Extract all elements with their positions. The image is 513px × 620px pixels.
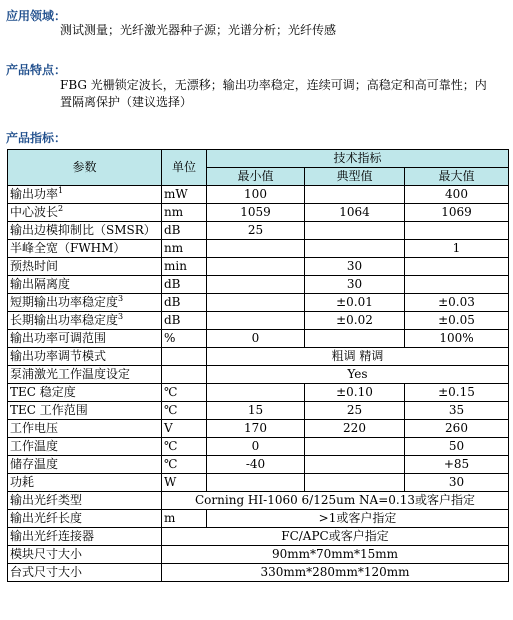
- table-row: [8, 510, 509, 528]
- typ-value: 1064: [305, 204, 405, 222]
- typ-value: [305, 186, 405, 204]
- table-row: [8, 204, 509, 222]
- min-value: [207, 258, 305, 276]
- table-row: [8, 366, 509, 384]
- param-name: [8, 384, 162, 402]
- min-value: 0: [207, 330, 305, 348]
- min-value: [207, 240, 305, 258]
- param-name: [8, 186, 162, 204]
- min-value: 170: [207, 420, 305, 438]
- max-value: [405, 222, 509, 240]
- param-name-text: 输出功率调节模式: [10, 349, 107, 363]
- typ-value: [305, 474, 405, 492]
- min-value: [207, 312, 305, 330]
- typ-value: ±0.10: [305, 384, 405, 402]
- unit-cell: mW: [162, 186, 207, 204]
- table-row: [8, 546, 509, 564]
- application-text: 测试测量；光纤激光器种子源；光谱分析；光纤传感: [60, 23, 337, 37]
- spec-value: FC/APC或客户指定: [162, 528, 509, 546]
- unit-cell: nm: [162, 204, 207, 222]
- typ-value: 220: [305, 420, 405, 438]
- max-value: 35: [405, 402, 509, 420]
- unit-cell: %: [162, 330, 207, 348]
- table-row: [8, 294, 509, 312]
- param-name-text: 台式尺寸大小: [10, 565, 83, 579]
- header-min: 最小值: [207, 168, 305, 186]
- min-value: 25: [207, 222, 305, 240]
- table-row: [8, 420, 509, 438]
- param-name-text: 短期输出功率稳定度: [10, 295, 119, 309]
- param-name: [8, 312, 162, 330]
- features-text-line2: 置隔离保护（建议选择）: [60, 95, 193, 109]
- header-max: 最大值: [405, 168, 509, 186]
- param-name: [8, 330, 162, 348]
- header-param: 参数: [8, 150, 162, 186]
- unit-cell: ℃: [162, 402, 207, 420]
- typ-value: [305, 330, 405, 348]
- param-name: [8, 564, 162, 582]
- typ-value: [305, 222, 405, 240]
- spec-value: 粗调 精调: [207, 348, 509, 366]
- max-value: ±0.03: [405, 294, 509, 312]
- typ-value: [305, 456, 405, 474]
- typ-value: 30: [305, 276, 405, 294]
- param-name-text: 功耗: [10, 475, 35, 489]
- param-name: [8, 546, 162, 564]
- param-name-text: 输出边模抑制比（SMSR）: [10, 223, 156, 237]
- param-name: [8, 474, 162, 492]
- min-value: 1059: [207, 204, 305, 222]
- param-name: [8, 492, 162, 510]
- table-row: [8, 456, 509, 474]
- footnote-marker: 1: [58, 186, 64, 195]
- param-name: [8, 420, 162, 438]
- specs-title: 产品指标：: [6, 131, 67, 145]
- table-row: [8, 402, 509, 420]
- max-value: 50: [405, 438, 509, 456]
- param-name-text: 储存温度: [10, 457, 59, 471]
- table-row: [8, 240, 509, 258]
- param-name-text: 半峰全宽（FWHM）: [10, 241, 126, 255]
- param-name-text: 长期输出功率稳定度: [10, 313, 119, 327]
- param-name-text: 模块尺寸大小: [10, 547, 83, 561]
- footnote-marker: 2: [58, 204, 64, 213]
- param-name-text: 中心波长: [10, 205, 59, 219]
- table-row: [8, 564, 509, 582]
- header-tech: 技术指标: [207, 150, 509, 168]
- footnote-marker: 3: [118, 312, 124, 321]
- spec-value: 90mm*70mm*15mm: [162, 546, 509, 564]
- spec-table: [7, 149, 509, 582]
- spec-value: Yes: [207, 366, 509, 384]
- table-row: [8, 186, 509, 204]
- min-value: [207, 276, 305, 294]
- table-row: [8, 312, 509, 330]
- table-row: [8, 384, 509, 402]
- unit-cell: [162, 348, 207, 366]
- param-name-text: TEC 工作范围: [10, 403, 88, 417]
- unit-cell: W: [162, 474, 207, 492]
- max-value: 1: [405, 240, 509, 258]
- max-value: [405, 276, 509, 294]
- param-name-text: 输出光纤连接器: [10, 529, 95, 543]
- param-name: [8, 528, 162, 546]
- header-typ: 典型值: [305, 168, 405, 186]
- table-row: [8, 330, 509, 348]
- param-name-text: 工作温度: [10, 439, 59, 453]
- max-value: 260: [405, 420, 509, 438]
- max-value: 100%: [405, 330, 509, 348]
- footnote-marker: 3: [118, 294, 124, 303]
- param-name: [8, 510, 162, 528]
- param-name-text: 工作电压: [10, 421, 59, 435]
- min-value: 100: [207, 186, 305, 204]
- unit-cell: ℃: [162, 438, 207, 456]
- param-name: [8, 456, 162, 474]
- max-value: ±0.15: [405, 384, 509, 402]
- min-value: 15: [207, 402, 305, 420]
- min-value: [207, 294, 305, 312]
- unit-cell: V: [162, 420, 207, 438]
- unit-cell: nm: [162, 240, 207, 258]
- table-row: [8, 474, 509, 492]
- min-value: 0: [207, 438, 305, 456]
- table-row: [8, 276, 509, 294]
- unit-cell: dB: [162, 312, 207, 330]
- features-text-line1: FBG 光栅锁定波长，无漂移；输出功率稳定，连续可调；高稳定和高可靠性；内: [60, 78, 487, 92]
- min-value: [207, 474, 305, 492]
- typ-value: ±0.02: [305, 312, 405, 330]
- typ-value: ±0.01: [305, 294, 405, 312]
- param-name: [8, 204, 162, 222]
- param-name: [8, 276, 162, 294]
- typ-value: [305, 438, 405, 456]
- param-name-text: TEC 稳定度: [10, 385, 76, 399]
- param-name: [8, 402, 162, 420]
- unit-cell: dB: [162, 222, 207, 240]
- max-value: +85: [405, 456, 509, 474]
- param-name-text: 输出光纤类型: [10, 493, 83, 507]
- param-name: [8, 348, 162, 366]
- table-row: [8, 492, 509, 510]
- param-name-text: 输出光纤长度: [10, 511, 83, 525]
- unit-cell: ℃: [162, 456, 207, 474]
- spec-value: Corning HI-1060 6/125um NA=0.13或客户指定: [162, 492, 509, 510]
- max-value: ±0.05: [405, 312, 509, 330]
- param-name-text: 输出功率: [10, 187, 59, 201]
- param-name-text: 泵浦激光工作温度设定: [10, 367, 131, 381]
- table-row: [8, 438, 509, 456]
- typ-value: 30: [305, 258, 405, 276]
- spec-value: 330mm*280mm*120mm: [162, 564, 509, 582]
- table-row: [8, 222, 509, 240]
- max-value: 1069: [405, 204, 509, 222]
- param-name: [8, 366, 162, 384]
- min-value: -40: [207, 456, 305, 474]
- unit-cell: m: [162, 510, 207, 528]
- unit-cell: dB: [162, 294, 207, 312]
- table-row: [8, 528, 509, 546]
- min-value: [207, 384, 305, 402]
- param-name: [8, 240, 162, 258]
- param-name: [8, 294, 162, 312]
- unit-cell: dB: [162, 276, 207, 294]
- typ-value: [305, 240, 405, 258]
- param-name: [8, 222, 162, 240]
- unit-cell: min: [162, 258, 207, 276]
- table-row: [8, 348, 509, 366]
- typ-value: 25: [305, 402, 405, 420]
- max-value: 30: [405, 474, 509, 492]
- max-value: 400: [405, 186, 509, 204]
- unit-cell: [162, 366, 207, 384]
- application-title: 应用领域：: [6, 9, 67, 23]
- header-unit: 单位: [162, 150, 207, 186]
- features-title: 产品特点：: [6, 63, 67, 77]
- max-value: [405, 258, 509, 276]
- param-name-text: 输出功率可调范围: [10, 331, 107, 345]
- unit-cell: ℃: [162, 384, 207, 402]
- param-name-text: 输出隔离度: [10, 277, 71, 291]
- param-name-text: 预热时间: [10, 259, 59, 273]
- param-name: [8, 438, 162, 456]
- table-row: [8, 258, 509, 276]
- spec-value: >1或客户指定: [207, 510, 509, 528]
- param-name: [8, 258, 162, 276]
